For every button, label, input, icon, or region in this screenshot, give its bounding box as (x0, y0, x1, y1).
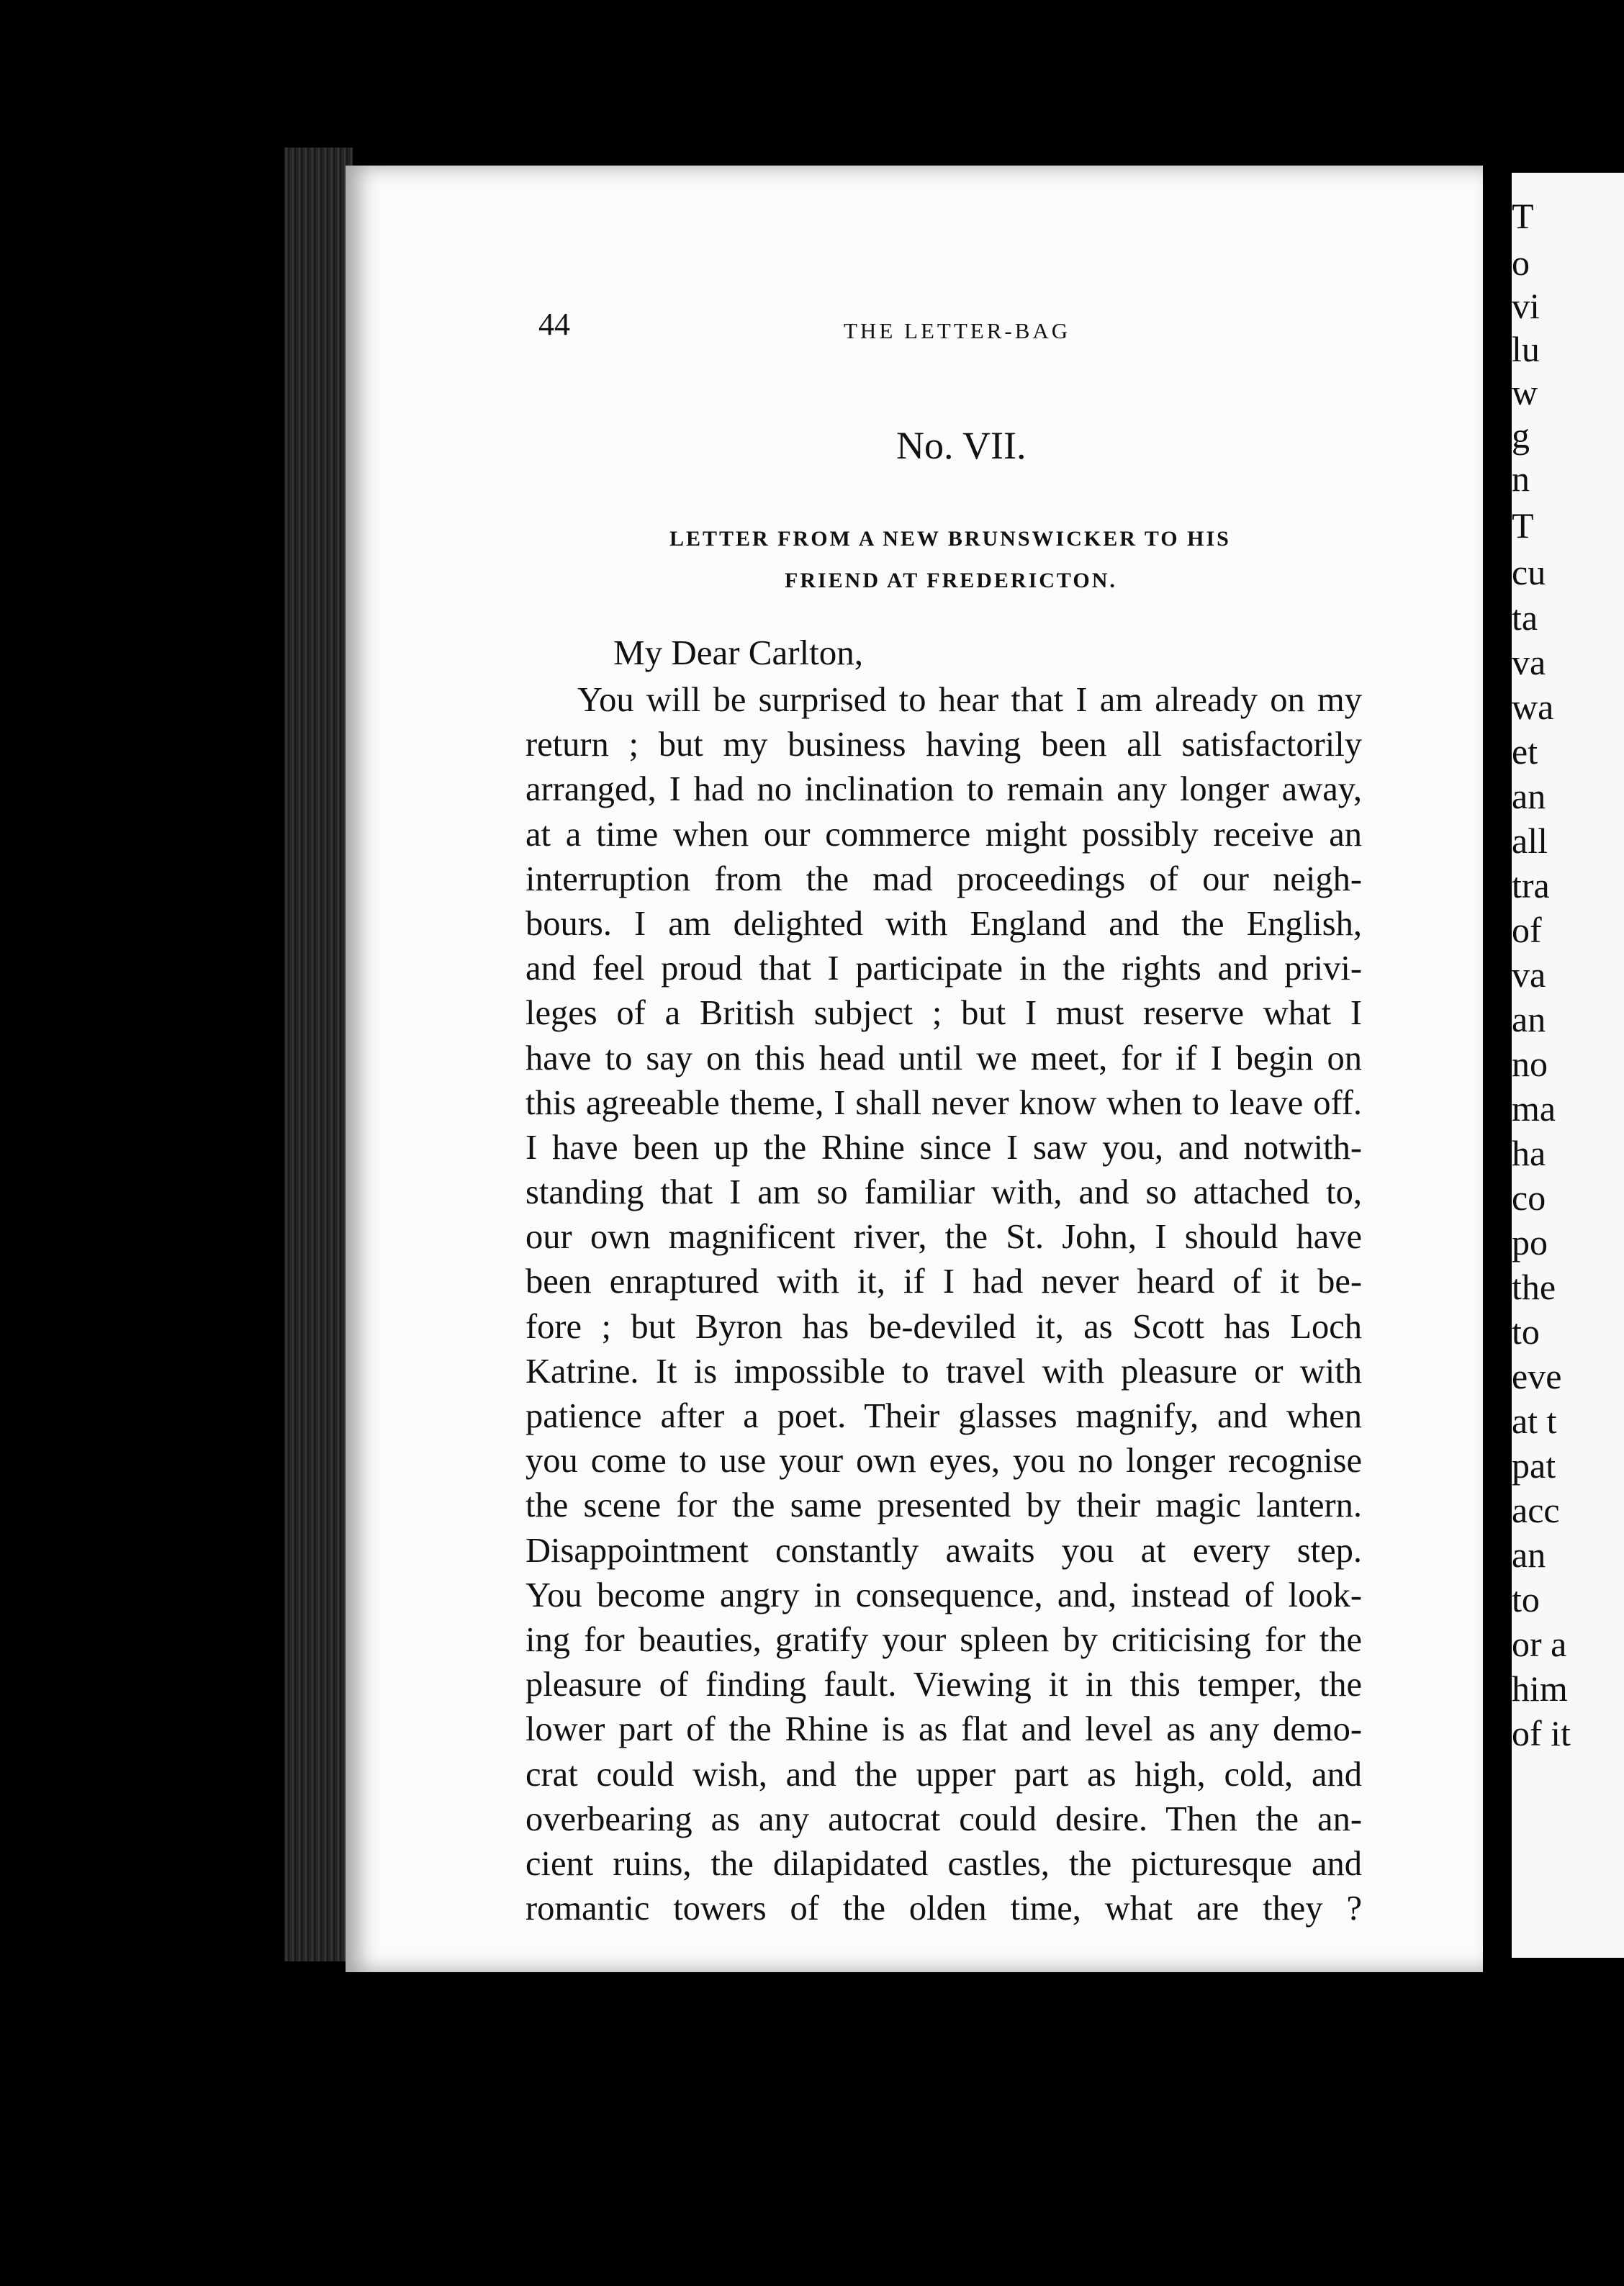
letter-line: I have been up the Rhine since I saw you, and notwith- (525, 1128, 1362, 1167)
page-number: 44 (538, 307, 570, 342)
letter-line: have to say on this head until we meet, for if I begin on (525, 1039, 1362, 1078)
facing-page-line: acc (1512, 1490, 1560, 1530)
letter-line: interruption from the mad proceedings of our neigh- (525, 859, 1362, 898)
letter-line: lower part of the Rhine is as flat and level as any demo- (525, 1710, 1362, 1749)
letter-line: romantic towers of the olden time, what are they ? (525, 1889, 1362, 1928)
page-stack-edge (284, 148, 353, 1961)
facing-page-line: ta (1512, 597, 1538, 638)
facing-page-line: T (1512, 196, 1534, 236)
letter-line: leges of a British subject ; but I must reserve what I (525, 994, 1362, 1033)
facing-page-line: lu (1512, 329, 1540, 369)
letter-line: Katrine. It is impossible to travel with pleasure or with (525, 1352, 1362, 1391)
letter-line: you come to use your own eyes, you no longer recognise (525, 1442, 1362, 1481)
facing-page-line: tra (1512, 865, 1550, 905)
letter-line: patience after a poet. Their glasses magnify, and when (525, 1397, 1362, 1435)
facing-page-line: va (1512, 954, 1546, 995)
letter-line: been enraptured with it, if I had never heard of it be- (525, 1262, 1362, 1301)
facing-page-line: w (1512, 372, 1538, 412)
letter-line: bours. I am delighted with England and the English, (525, 904, 1362, 943)
letter-line: our own magnificent river, the St. John, I should have (525, 1218, 1362, 1257)
facing-page-line: n (1512, 458, 1530, 499)
facing-page-line: to (1512, 1579, 1540, 1619)
facing-page-line: co (1512, 1178, 1546, 1218)
facing-page-line: an (1512, 999, 1546, 1039)
facing-page-line: eve (1512, 1356, 1562, 1396)
facing-page-line: wa (1512, 687, 1554, 727)
section-title: No. VII. (896, 424, 1027, 467)
facing-page-line: the (1512, 1267, 1556, 1307)
facing-page-line: cu (1512, 552, 1546, 592)
letter-salutation: My Dear Carlton, (613, 633, 863, 672)
letter-line: return ; but my business having been all satisfactorily (525, 726, 1362, 764)
facing-page-line: him (1512, 1668, 1568, 1709)
letter-line: and feel proud that I participate in the rights and privi- (525, 949, 1362, 988)
facing-page-line: to (1512, 1311, 1540, 1352)
facing-page-line: or a (1512, 1624, 1567, 1664)
facing-page-line: g (1512, 415, 1530, 456)
facing-page-line: et (1512, 731, 1538, 772)
facing-page-line: po (1512, 1222, 1548, 1262)
facing-page-line: va (1512, 642, 1546, 682)
letter-line: ing for beauties, gratify your spleen by criticising for the (525, 1620, 1362, 1659)
letter-line: crat could wish, and the upper part as high, cold, and (525, 1755, 1362, 1794)
letter-subtitle-line-2: FRIEND AT FREDERICTON. (785, 569, 1117, 592)
facing-page-line: ha (1512, 1133, 1546, 1173)
facing-page-line: pat (1512, 1445, 1556, 1486)
letter-line: Disappointment constantly awaits you at every step. (525, 1531, 1362, 1570)
letter-line: fore ; but Byron has be-deviled it, as Scott has Loch (525, 1307, 1362, 1346)
letter-line: arranged, I had no inclination to remain any longer away, (525, 770, 1362, 809)
book-gutter (1483, 166, 1512, 1979)
running-head: THE LETTER-BAG (844, 318, 1071, 343)
facing-page-line: no (1512, 1044, 1548, 1084)
facing-page-line: of it (1512, 1713, 1571, 1753)
letter-line: overbearing as any autocrat could desire. Then the an- (525, 1799, 1362, 1838)
letter-line: You will be surprised to hear that I am already on my (577, 681, 1362, 719)
letter-line: cient ruins, the dilapidated castles, the picturesque and (525, 1844, 1362, 1883)
letter-subtitle-line-1: LETTER FROM A NEW BRUNSWICKER TO HIS (669, 527, 1231, 551)
facing-page-line: T (1512, 505, 1534, 546)
facing-page-line: at t (1512, 1401, 1557, 1441)
facing-page-line: an (1512, 1535, 1546, 1575)
letter-line: this agreeable theme, I shall never know when to leave off. (525, 1083, 1362, 1122)
facing-page-line: of (1512, 910, 1542, 950)
letter-line: the scene for the same presented by their magic lantern. (525, 1486, 1362, 1525)
letter-line: You become angry in consequence, and, instead of look- (525, 1576, 1362, 1614)
letter-body (525, 678, 1362, 1931)
letter-line: pleasure of finding fault. Viewing it in this temper, the (525, 1666, 1362, 1704)
letter-line: at a time when our commerce might possibly receive an (525, 815, 1362, 854)
letter-line: standing that I am so familiar with, and so attached to, (525, 1173, 1362, 1212)
facing-page-line: all (1512, 821, 1548, 861)
facing-page-line: an (1512, 776, 1546, 816)
facing-page-line: vi (1512, 286, 1540, 326)
facing-page-line: ma (1512, 1088, 1556, 1129)
facing-page-fragment (1512, 173, 1624, 1958)
facing-page-line: o (1512, 243, 1530, 283)
